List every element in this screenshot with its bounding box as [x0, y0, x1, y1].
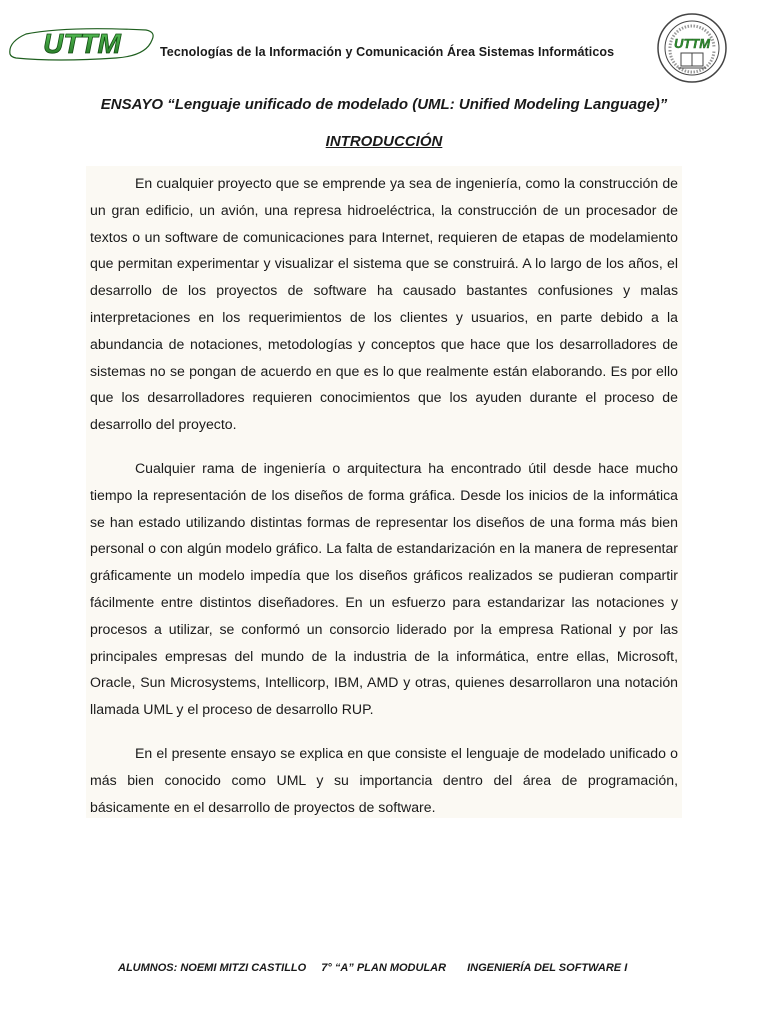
- paragraph-1: En cualquier proyecto que se emprende ya sea de ingeniería, como la construcción de un gran edificio, un avión, una represa hidroeléctrica, la construcción de un procesador de textos o un software de comunicaciones para Internet, requieren de etapas de modelamiento que permitan experimentar y visualizar el sistema que se construirá. A lo largo de los años, el desarrollo de los proyectos de software ha causado bastantes confusiones y malas interpretaciones en los requerimientos de los clientes y usuarios, en parte debido a la abundancia de notaciones, metodologías y conceptos que hace que los desarrolladores de sistemas no se pongan de acuerdo en que es lo que realmente están elaborando. Es por ello que los desarrolladores requieren conocimientos que los ayuden durante el proceso de desarrollo del proyecto.: [90, 175, 678, 433]
- paragraph-2: Cualquier rama de ingeniería o arquitectura ha encontrado útil desde hace mucho tiempo la representación de los diseños de forma gráfica. Desde los inicios de la informática se han estado utilizando distintas formas de representar los diseños de una forma más bien personal o con algún modelo gráfico. La falta de estandarización en la manera de representar gráficamente un modelo impedía que los diseños gráficos realizados se pudieran compartir fácilmente entre distintos diseñadores. En un esfuerzo para estandarizar las notaciones y procesos a utilizar, se conformó un consorcio liderado por la empresa Rational y por las principales empresas del mundo de la industria de la informática, entre ellas, Microsoft, Oracle, Sun Microsystems, Intellicorp, IBM, AMD y otras, quienes desarrollaron una notación llamada UML y el proceso de desarrollo RUP.: [90, 460, 678, 718]
- footer-course: INGENIERÍA DEL SOFTWARE I: [467, 962, 628, 974]
- university-seal: [656, 12, 728, 84]
- page-footer: [118, 962, 627, 974]
- page-header: [0, 0, 768, 90]
- uttm-logo: [6, 24, 156, 62]
- seal-text: UTTM: [673, 36, 711, 51]
- footer-group: 7° “A” PLAN MODULAR: [321, 962, 447, 974]
- section-heading: INTRODUCCIÓN: [325, 133, 443, 150]
- logo-text: UTTM: [43, 28, 121, 59]
- footer-authors: ALUMNOS: NOEMI MITZI CASTILLO: [118, 962, 307, 974]
- institution-title: Tecnologías de la Información y Comunicación Área Sistemas Informáticos: [160, 45, 615, 59]
- essay-title: ENSAYO “Lenguaje unificado de modelado (UML: Unified Modeling Language)”: [100, 96, 668, 113]
- paragraph-3: En el presente ensayo se explica en que consiste el lenguaje de modelado unificado o más bien conocido como UML y su importancia dentro del área de programación, básicamente en el desarrollo de proyectos de software.: [90, 745, 678, 815]
